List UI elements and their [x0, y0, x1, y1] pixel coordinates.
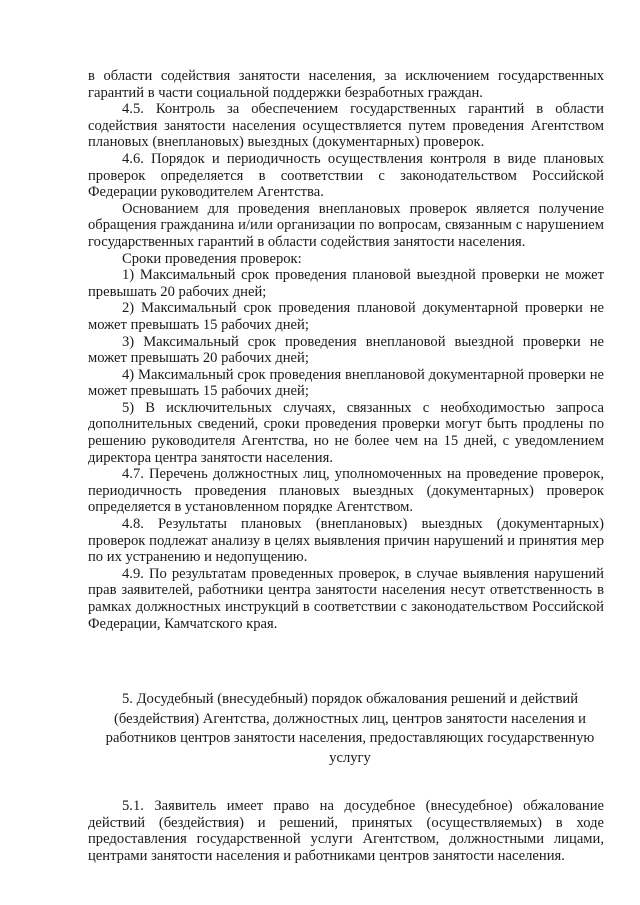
- section-4-body: [88, 68, 604, 632]
- paragraph-4-7: 4.7. Перечень должностных лиц, уполномоченных на проведение проверок, периодичность проведения плановых выездных (документарных) проверок определяется в установленном порядке Агентством.: [88, 466, 604, 516]
- paragraph-continuation: в области содействия занятости населения, за исключением государственных гарантий в части социальной поддержки безработных граждан.: [88, 68, 604, 101]
- list-item-term-2: 2) Максимальный срок проведения плановой документарной проверки не может превышать 15 рабочих дней;: [88, 300, 604, 333]
- paragraph-4-9: 4.9. По результатам проведенных проверок, в случае выявления нарушений прав заявителей, работники центра занятости населения несут ответственность в рамках должностных инструкций в соответствии с законодательством Российской Федерации, Камчатского края.: [88, 565, 604, 632]
- list-item-term-5: 5) В исключительных случаях, связанных с необходимостью запроса дополнительных сведений, сроки проведения проверки могут быть продлены по решению руководителя Агентства, но не более чем на 15 дней, с уведомлением директора центра занятости населения.: [88, 399, 604, 466]
- list-item-term-4: 4) Максимальный срок проведения внеплановой документарной проверки не может превышать 15 рабочих дней;: [88, 366, 604, 400]
- section-5-heading: 5. Досудебный (внесудебный) порядок обжалования решений и действий (бездействия) Агентства, должностных лиц, центров занятости населения и работников центров занятости населения, предоставляющих государственную услугу: [105, 691, 595, 766]
- paragraph-4-8: 4.8. Результаты плановых (внеплановых) выездных (документарных) проверок подлежат анализу в целях выявления причин нарушений и принятия мер по их устранению и недопущению.: [88, 516, 604, 566]
- paragraph-inspection-terms: Сроки проведения проверок:: [122, 250, 302, 267]
- paragraph-5-1: 5.1. Заявитель имеет право на досудебное (внесудебное) обжалование действий (бездействия) и решений, принятых (осуществляемых) в ходе предоставления государственной услуги Агентством, должностными лицами, центрами занятости населения и работниками центров занятости населения.: [88, 798, 604, 864]
- section-5-body: [88, 798, 604, 864]
- paragraph-unplanned-basis: Основанием для проведения внеплановых проверок является получение обращения гражданина и/или организации по вопросам, связанным с нарушением государственных гарантий в области содействия занятости населения.: [88, 200, 604, 250]
- paragraph-4-5: 4.5. Контроль за обеспечением государственных гарантий в области содействия занятости населения осуществляется путем проведения Агентством плановых (внеплановых) выездных (документарных) проверок.: [88, 101, 604, 151]
- paragraph-4-6: 4.6. Порядок и периодичность осуществления контроля в виде плановых проверок определяется в соответствии с законодательством Российской Федерации руководителем Агентства.: [88, 150, 604, 201]
- list-item-term-3: 3) Максимальный срок проведения внеплановой выездной проверки не может превышать 20 рабочих дней;: [88, 333, 604, 367]
- list-item-term-1: 1) Максимальный срок проведения плановой выездной проверки не может превышать 20 рабочих дней;: [88, 267, 604, 300]
